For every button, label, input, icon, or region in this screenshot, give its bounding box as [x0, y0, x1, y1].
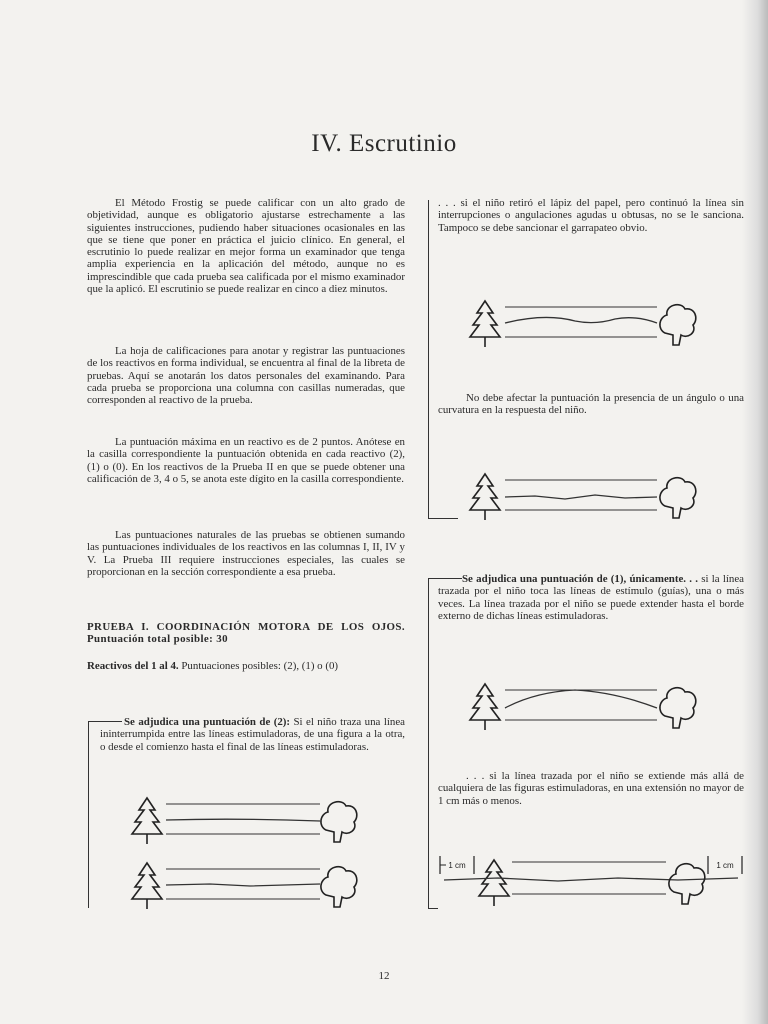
tree-icon [470, 684, 500, 730]
tree-icon [470, 301, 500, 347]
cm-label-right: 1 cm [716, 861, 734, 870]
raw-scores-paragraph: Las puntuaciones naturales de las pruebas se obtienen sumando las puntuaciones individuales de los reactivos en las columnas I, II, IV y V. La Prueba III requiere instrucciones especiales, las cuales se proporcionan en la sección correspondiente a esa prueba. [87, 529, 405, 578]
score-1-end-rule [428, 908, 438, 909]
score-1-bracket [428, 578, 429, 908]
score-2-bracket [88, 722, 89, 908]
child-line [444, 878, 738, 881]
max-score-paragraph: La puntuación máxima en un reactivo es de 2 puntos. Anótese en la casilla correspondiente la puntuación obtenida en cada reactivo (2), (1) o (0). En los reactivos de la Prueba II en que se puede obtener una calificación de 3, 4 o 5, se anota este dígito en la casilla correspondiente. [87, 436, 405, 485]
pencil-lift-paragraph: . . . si el niño retiró el lápiz del papel, pero continuó la línea sin interrupciones o angulaciones agudas u obtusas, no se le sanciona. Tampoco se debe sancionar el garrapateo obvio. [438, 197, 744, 234]
child-line [505, 690, 657, 708]
extension-paragraph: . . . si la línea trazada por el niño se extiende más allá de cualquiera de las figuras estimuladoras, en una extensión no mayor de 1 cm más o menos. [438, 770, 744, 807]
score-2-label: Se adjudica una puntuación de (2): [124, 716, 291, 728]
test-heading: PRUEBA I. COORDINACIÓN MOTORA DE LOS OJOS. Puntuación total posible: 30 [87, 621, 405, 646]
figure-score-2-a [120, 790, 360, 850]
items-scores: Puntuaciones posibles: (2), (1) o (0) [178, 660, 339, 672]
figure-curvature-a [465, 295, 715, 355]
angle-paragraph: No debe afectar la puntuación la presencia de un ángulo o una curvatura en la respuesta del niño. [438, 392, 744, 417]
page-title: IV. Escrutinio [311, 130, 457, 157]
cloud-tree-icon [660, 478, 696, 518]
scoring-sheet-paragraph: La hoja de calificaciones para anotar y registrar las puntuaciones de los reactivos en forma individual, se encuentra al final de la libreta de pruebas. Aquí se anotarán los datos personales del examinando. Para cada prueba se proporciona una columna con casillas numeradas, que corresponden al reactivo de la prueba. [87, 345, 405, 407]
cloud-tree-icon [660, 688, 696, 728]
items-line [87, 660, 405, 672]
figure-score-1-touch [465, 678, 715, 738]
page-number: 12 [378, 970, 390, 982]
figure-score-1-extension [438, 848, 744, 910]
child-line [505, 495, 657, 499]
tree-icon [479, 860, 509, 906]
child-line [505, 317, 657, 323]
figure-score-2-b [120, 855, 360, 915]
score-1-text: si la línea trazada por el niño toca las líneas de estímulo (guías), una o más veces. La línea trazada por el niño se puede extender hasta el borde externo de dichas líneas estimuladoras. [438, 573, 744, 622]
score-2-text: Si el niño traza una línea ininterrumpida entre las líneas estimuladoras, de una figura a la otra, o desde el comienzo hasta el final de las líneas estimuladoras. [100, 716, 405, 753]
cloud-tree-icon [321, 802, 357, 842]
score-2-continued-bracket [428, 200, 429, 518]
intro-paragraph: El Método Frostig se puede calificar con un alto grado de objetividad, aunque es obligatorio ajustarse estrechamente a las siguientes instrucciones, pudiendo haber situaciones ocasionales en las que se tiene que poner en práctica el juicio clínico. En general, el escrutinio lo puede realizar en mejor forma un examinador que tenga amplia experiencia en la aplicación del método, aunque no es imprescindible que cada prueba sea calificada por el mismo examinador que la aplicó. El escrutinio se puede realizar en cinco a diez minutos. [87, 197, 405, 296]
score-1-paragraph [438, 573, 744, 622]
cloud-tree-icon [660, 305, 696, 345]
cloud-tree-icon [321, 867, 357, 907]
tree-icon [132, 863, 162, 909]
score-2-paragraph [100, 716, 405, 753]
cloud-tree-icon [669, 864, 705, 904]
score-1-label: Se adjudica una puntuación de (1), únicamente. . . [462, 573, 698, 585]
tree-icon [132, 798, 162, 844]
child-line [166, 884, 320, 886]
cm-label-left: 1 cm [448, 861, 466, 870]
items-label: Reactivos del 1 al 4. [87, 660, 179, 672]
child-line [166, 819, 320, 821]
tree-icon [470, 474, 500, 520]
score-2-continued-end-rule [428, 518, 458, 519]
figure-curvature-b [465, 468, 715, 528]
